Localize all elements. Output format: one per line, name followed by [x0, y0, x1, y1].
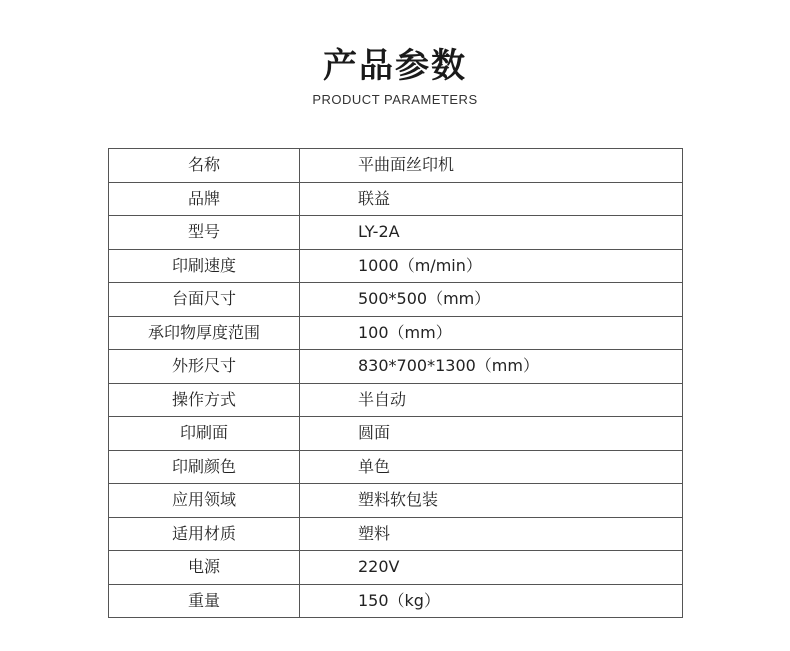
param-label: 外形尺寸 [109, 350, 300, 384]
table-row [109, 584, 683, 618]
param-value: LY-2A [300, 216, 683, 250]
table-row [109, 182, 683, 216]
param-label: 应用领域 [109, 484, 300, 518]
table-row [109, 551, 683, 585]
page-header [0, 44, 790, 108]
param-value: 220V [300, 551, 683, 585]
param-label: 型号 [109, 216, 300, 250]
param-label: 名称 [109, 149, 300, 183]
param-label: 印刷速度 [109, 249, 300, 283]
param-value: 联益 [300, 182, 683, 216]
param-value: 塑料 [300, 517, 683, 551]
param-value: 500*500（mm） [300, 283, 683, 317]
table-row [109, 283, 683, 317]
table-row [109, 417, 683, 451]
param-value: 塑料软包装 [300, 484, 683, 518]
table-row [109, 216, 683, 250]
param-value: 150（kg） [300, 584, 683, 618]
param-value: 100（mm） [300, 316, 683, 350]
param-label: 品牌 [109, 182, 300, 216]
param-label: 操作方式 [109, 383, 300, 417]
table-row [109, 350, 683, 384]
param-label: 印刷面 [109, 417, 300, 451]
param-label: 印刷颜色 [109, 450, 300, 484]
page-title: 产品参数 [323, 46, 467, 86]
param-label: 电源 [109, 551, 300, 585]
param-value: 半自动 [300, 383, 683, 417]
table-row [109, 249, 683, 283]
param-label: 适用材质 [109, 517, 300, 551]
param-label: 承印物厚度范围 [109, 316, 300, 350]
table-row [109, 149, 683, 183]
parameters-table [108, 148, 683, 618]
table-row [109, 316, 683, 350]
param-value: 单色 [300, 450, 683, 484]
param-value: 830*700*1300（mm） [300, 350, 683, 384]
param-value: 平曲面丝印机 [300, 149, 683, 183]
param-value: 圆面 [300, 417, 683, 451]
table-row [109, 450, 683, 484]
table-row [109, 383, 683, 417]
param-label: 台面尺寸 [109, 283, 300, 317]
table-row [109, 517, 683, 551]
table-row [109, 484, 683, 518]
param-value: 1000（m/min） [300, 249, 683, 283]
page-subtitle: PRODUCT PARAMETERS [312, 92, 478, 107]
param-label: 重量 [109, 584, 300, 618]
